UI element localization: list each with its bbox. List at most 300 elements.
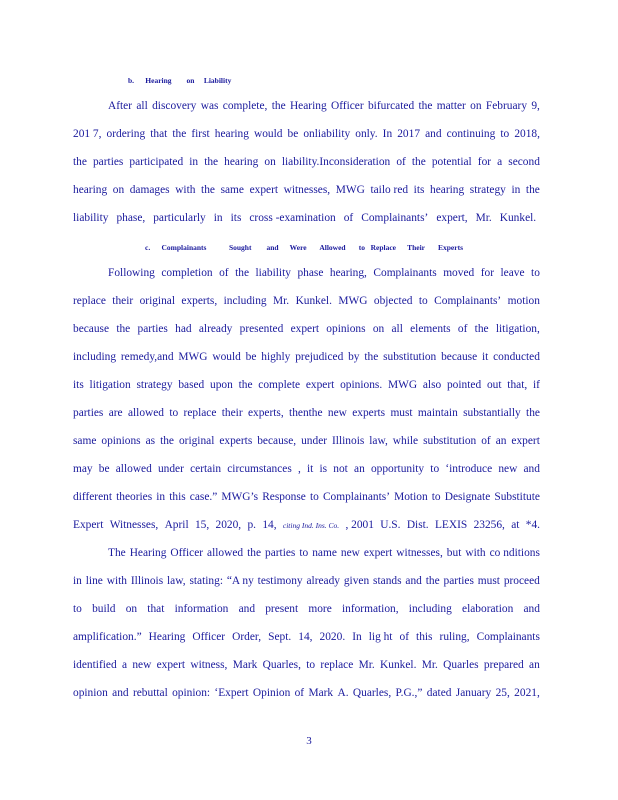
text-line xyxy=(73,629,540,645)
word: elaboration xyxy=(462,603,514,615)
word: of xyxy=(399,631,409,643)
word: witness, xyxy=(190,659,228,671)
word: of xyxy=(343,212,354,224)
word: expert xyxy=(156,659,186,671)
word: allowed xyxy=(127,407,164,419)
word: a xyxy=(121,659,128,671)
word: the xyxy=(116,323,131,335)
word: expert xyxy=(305,379,335,391)
word: lig ht xyxy=(368,631,393,643)
text-line xyxy=(73,573,540,589)
word: information xyxy=(174,603,229,615)
word: same xyxy=(73,435,97,447)
word: only. xyxy=(355,128,378,140)
word: stating: xyxy=(189,575,223,587)
word: their xyxy=(221,407,243,419)
word: *4. xyxy=(525,519,540,531)
word: experts, xyxy=(181,295,218,307)
word: A. xyxy=(337,687,349,699)
word: Illinois xyxy=(332,435,365,447)
word: because xyxy=(441,351,478,363)
word: on xyxy=(372,323,385,335)
word: After xyxy=(108,100,133,112)
word: this xyxy=(416,631,433,643)
word: damages xyxy=(129,184,170,196)
word: second xyxy=(508,156,540,168)
word: parties xyxy=(92,156,124,168)
word: based xyxy=(178,379,205,391)
word: to xyxy=(531,267,540,279)
text-line xyxy=(73,405,540,421)
word: phase, xyxy=(116,212,146,224)
word: would xyxy=(212,351,241,363)
word: Motion xyxy=(394,491,428,503)
word: Complainants xyxy=(476,631,540,643)
word: allowed xyxy=(115,463,152,475)
word: strategy xyxy=(469,184,506,196)
word: expert xyxy=(249,184,279,196)
word: on xyxy=(125,603,138,615)
word: are xyxy=(108,407,123,419)
word: matter xyxy=(436,100,466,112)
word: experts xyxy=(352,407,386,419)
word: Kunkel. xyxy=(380,659,417,671)
word: already xyxy=(306,575,340,587)
text-line xyxy=(73,461,540,477)
text-line xyxy=(73,349,540,365)
word: had xyxy=(175,323,192,335)
word: identified xyxy=(73,659,117,671)
word: line xyxy=(85,575,103,587)
word: the xyxy=(425,575,440,587)
word: Mr. xyxy=(475,212,492,224)
word: prepared xyxy=(483,659,524,671)
word: because xyxy=(73,323,110,335)
word: substantially xyxy=(463,407,521,419)
word: hearing xyxy=(214,128,249,140)
word: it xyxy=(306,463,314,475)
word: opinions. xyxy=(340,379,383,391)
word: the xyxy=(271,100,286,112)
word: LEXIS xyxy=(434,519,468,531)
word: Illinois xyxy=(130,575,164,587)
word: motion xyxy=(507,295,540,307)
word: liability xyxy=(255,267,291,279)
word: all xyxy=(136,100,148,112)
word: an xyxy=(529,659,540,671)
word: Complainants’ xyxy=(361,212,429,224)
word: April xyxy=(164,519,189,531)
word: strategy xyxy=(136,379,173,391)
word: Mark xyxy=(232,659,258,671)
word: under xyxy=(157,463,184,475)
word: in xyxy=(511,184,521,196)
word: because, xyxy=(257,435,297,447)
word: 14, xyxy=(298,631,313,643)
text-line xyxy=(73,489,540,505)
word: circumstances xyxy=(227,463,292,475)
word: but xyxy=(446,547,462,559)
word: testimony xyxy=(257,575,303,587)
word: Mark xyxy=(308,687,334,699)
word: the xyxy=(172,128,187,140)
word: participated xyxy=(129,156,184,168)
word: the xyxy=(411,156,426,168)
word: MWG xyxy=(335,184,365,196)
word: as xyxy=(145,435,156,447)
word: with xyxy=(465,547,486,559)
word: bifurcated xyxy=(367,100,415,112)
word: new xyxy=(340,547,360,559)
word: including xyxy=(73,351,117,363)
word: and xyxy=(112,687,129,699)
word: liability xyxy=(73,212,109,224)
word: hearing xyxy=(224,156,259,168)
word: for xyxy=(477,156,492,168)
word: In xyxy=(352,631,362,643)
word: opportunity xyxy=(370,463,425,475)
word: including xyxy=(223,295,267,307)
word: 23256, xyxy=(473,519,505,531)
word: the xyxy=(364,351,379,363)
word: prejudiced xyxy=(295,351,344,363)
word: original xyxy=(139,295,176,307)
word: certain xyxy=(190,463,222,475)
word: the xyxy=(418,100,433,112)
word: theories xyxy=(116,491,153,503)
word: thenthe xyxy=(289,407,323,419)
word: was xyxy=(200,100,219,112)
word: ruling, xyxy=(439,631,470,643)
word: the xyxy=(238,379,253,391)
word: expert xyxy=(290,323,320,335)
word: new xyxy=(327,407,347,419)
text-line xyxy=(108,545,540,561)
word: tailo red xyxy=(370,184,409,196)
word: already xyxy=(198,323,233,335)
word: of xyxy=(219,267,229,279)
word: 2021, xyxy=(514,687,540,699)
word: Officer xyxy=(330,100,364,112)
word: phase xyxy=(297,267,324,279)
word: leave xyxy=(500,267,525,279)
word: conducted xyxy=(493,351,540,363)
word: ‘Expert xyxy=(214,687,249,699)
word: In xyxy=(382,128,393,140)
word: Quarles xyxy=(443,659,479,671)
word: out xyxy=(486,379,502,391)
word: may xyxy=(73,463,93,475)
word: and xyxy=(405,575,422,587)
word: Mr. xyxy=(421,659,438,671)
word: Mr. xyxy=(358,659,375,671)
word: while xyxy=(392,435,419,447)
word: remedy,and xyxy=(120,351,174,363)
word: Quarles, xyxy=(352,687,392,699)
word: be xyxy=(245,351,257,363)
word: the xyxy=(204,156,219,168)
word: by xyxy=(348,351,360,363)
word: Officer xyxy=(170,547,204,559)
word: 201 7, xyxy=(73,128,102,140)
word: complete xyxy=(258,379,301,391)
word: its xyxy=(73,379,84,391)
word: the xyxy=(235,267,250,279)
word: stands xyxy=(373,575,402,587)
word: to xyxy=(431,491,441,503)
word: Witnesses, xyxy=(109,519,159,531)
word: expert, xyxy=(436,212,468,224)
word: The xyxy=(108,547,126,559)
word: at xyxy=(511,519,520,531)
word: Opinion xyxy=(252,687,291,699)
word: experts, xyxy=(247,407,284,419)
word: that xyxy=(150,128,168,140)
word: complete, xyxy=(222,100,268,112)
word: an xyxy=(495,435,507,447)
word: MWG xyxy=(338,295,368,307)
word: information, xyxy=(341,603,399,615)
word: proceed xyxy=(503,575,540,587)
word: this xyxy=(169,491,186,503)
word: cross -examination xyxy=(249,212,336,224)
text-line xyxy=(108,265,540,281)
word: Designate xyxy=(444,491,491,503)
text-line xyxy=(73,293,540,309)
word: for xyxy=(480,267,494,279)
word: it xyxy=(481,351,489,363)
word: Response xyxy=(262,491,306,503)
section-heading-b: b. Hearing on Liability xyxy=(128,76,232,85)
word: to xyxy=(73,603,82,615)
word: presented xyxy=(239,323,284,335)
word: moved xyxy=(443,267,475,279)
word: on xyxy=(470,100,482,112)
word: to xyxy=(299,547,309,559)
word: parties xyxy=(73,407,104,419)
word: opinion xyxy=(73,687,108,699)
word: p. xyxy=(247,519,256,531)
word: opinion: xyxy=(172,687,211,699)
word: hearing xyxy=(73,184,108,196)
word: replace xyxy=(320,659,354,671)
word: to xyxy=(418,295,428,307)
text-line xyxy=(73,182,540,198)
word: experts xyxy=(219,435,253,447)
word: particularly xyxy=(153,212,206,224)
word: onliability xyxy=(303,128,351,140)
word: the xyxy=(160,435,174,447)
word: under xyxy=(301,435,328,447)
word: potential xyxy=(431,156,472,168)
text-line xyxy=(73,126,540,142)
word: in xyxy=(189,156,199,168)
word: to xyxy=(169,407,179,419)
word: the xyxy=(247,547,262,559)
word: 15, xyxy=(194,519,210,531)
word: new xyxy=(498,463,518,475)
text-line xyxy=(73,685,540,701)
word: the xyxy=(474,323,489,335)
word: if xyxy=(533,379,540,391)
text-line xyxy=(73,433,540,449)
word: , xyxy=(297,463,301,475)
word: to xyxy=(309,491,319,503)
word: hearing, xyxy=(329,267,367,279)
text-line xyxy=(73,601,540,617)
word: on xyxy=(264,156,276,168)
word: and xyxy=(238,603,256,615)
word: first xyxy=(191,128,210,140)
word: of xyxy=(457,323,468,335)
word: present xyxy=(265,603,299,615)
word: name xyxy=(312,547,337,559)
word: more xyxy=(308,603,332,615)
word: to xyxy=(500,128,510,140)
section-heading-c: c. Complainants Sought and Were Allowed to Replace Their Experts xyxy=(145,243,464,252)
text-line xyxy=(108,98,540,114)
word: upon xyxy=(210,379,233,391)
word: different xyxy=(73,491,113,503)
word: the xyxy=(201,184,215,196)
word: the xyxy=(525,184,540,196)
word: witnesses, xyxy=(283,184,331,196)
word: parties xyxy=(265,547,296,559)
word: continuing xyxy=(446,128,496,140)
word: Complainants’ xyxy=(434,295,502,307)
word: maintain xyxy=(417,407,458,419)
word: Expert xyxy=(73,519,104,531)
word: Kunkel. xyxy=(499,212,537,224)
word: and xyxy=(425,128,442,140)
word: 2020, xyxy=(215,519,242,531)
word: would xyxy=(253,128,283,140)
word: of xyxy=(481,435,491,447)
word: its xyxy=(413,184,425,196)
text-line xyxy=(73,321,540,337)
word: 25, xyxy=(495,687,510,699)
word: be xyxy=(98,463,110,475)
word: is xyxy=(319,463,328,475)
word: Order, xyxy=(232,631,262,643)
word: 2018, xyxy=(514,128,540,140)
word: pointed xyxy=(446,379,482,391)
word: January xyxy=(455,687,492,699)
word: Hearing xyxy=(289,100,327,112)
word: including xyxy=(408,603,452,615)
word: to xyxy=(306,659,316,671)
word: allowed xyxy=(207,547,244,559)
word: 14, xyxy=(262,519,277,531)
word: a xyxy=(497,156,503,168)
word: , 2001 xyxy=(345,519,374,531)
word: witnesses, xyxy=(396,547,443,559)
text-line xyxy=(73,657,540,673)
word: elements xyxy=(410,323,451,335)
word: Quarles, xyxy=(262,659,301,671)
word: rebuttal xyxy=(132,687,168,699)
text-line xyxy=(73,210,540,226)
word: an xyxy=(354,463,365,475)
word: litigation xyxy=(89,379,131,391)
word: opinions xyxy=(326,323,366,335)
word: their xyxy=(112,295,134,307)
word: Dist. xyxy=(406,519,429,531)
word: on xyxy=(112,184,125,196)
word: law, xyxy=(369,435,388,447)
word: of xyxy=(396,156,406,168)
page-number: 3 xyxy=(306,735,312,747)
word: given xyxy=(343,575,370,587)
word: parties xyxy=(137,323,168,335)
word: ‘introduce xyxy=(445,463,493,475)
word: expert xyxy=(363,547,393,559)
text-line xyxy=(73,377,540,393)
word: replace xyxy=(73,295,106,307)
word: U.S. xyxy=(380,519,401,531)
word: original xyxy=(178,435,215,447)
word: February xyxy=(485,100,528,112)
word: dated xyxy=(426,687,452,699)
word: Kunkel. xyxy=(295,295,332,307)
word: “A ny xyxy=(226,575,254,587)
word: that, xyxy=(507,379,528,391)
word: MWG xyxy=(387,379,418,391)
word: Sept. xyxy=(268,631,292,643)
word: Complainants xyxy=(373,267,437,279)
word: liability.Inconsideration xyxy=(281,156,391,168)
word: expert xyxy=(511,435,540,447)
word: Mr. xyxy=(273,295,290,307)
word: 2020. xyxy=(319,631,346,643)
word: same xyxy=(220,184,244,196)
word: substitution xyxy=(383,351,437,363)
text-line xyxy=(73,154,540,170)
word: objected xyxy=(373,295,413,307)
word: amplification.” xyxy=(73,631,142,643)
word: Following xyxy=(108,267,155,279)
word: co nditions xyxy=(489,547,540,559)
word: discovery xyxy=(152,100,197,112)
word: in xyxy=(213,212,223,224)
word: must xyxy=(390,407,413,419)
word: be xyxy=(287,128,299,140)
word: of xyxy=(294,687,305,699)
word: MWG’s xyxy=(221,491,259,503)
word: parties xyxy=(443,575,474,587)
word: highly xyxy=(261,351,291,363)
word: ordering xyxy=(106,128,146,140)
word: all xyxy=(391,323,403,335)
word: Hearing xyxy=(148,631,186,643)
word: Officer xyxy=(192,631,226,643)
word: its xyxy=(230,212,242,224)
word: 2017 xyxy=(397,128,421,140)
word: with xyxy=(106,575,127,587)
word: Complainants’ xyxy=(322,491,391,503)
word: that xyxy=(147,603,165,615)
word: new xyxy=(132,659,152,671)
word: with xyxy=(175,184,196,196)
word: the xyxy=(526,407,540,419)
word: 9, xyxy=(531,100,540,112)
word: replace xyxy=(183,407,217,419)
word: must xyxy=(477,575,500,587)
word: case.” xyxy=(189,491,218,503)
word: in xyxy=(73,575,82,587)
word: and xyxy=(523,603,540,615)
word: Hearing xyxy=(129,547,167,559)
